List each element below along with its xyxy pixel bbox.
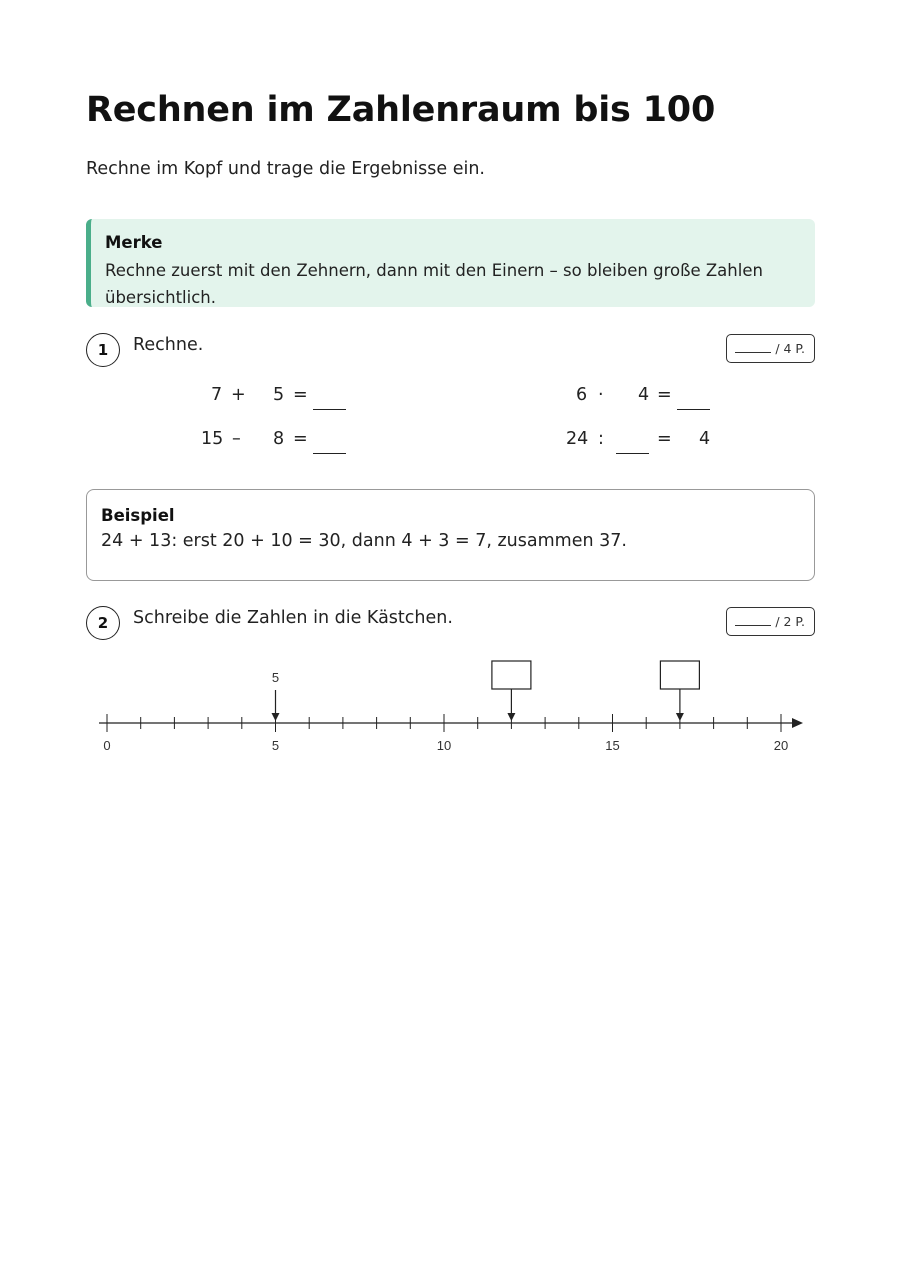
number-line-label: 15: [605, 738, 620, 753]
task-2-instruction: Schreibe die Zahlen in die Kästchen.: [133, 608, 453, 628]
eq-a-x: 7: [211, 385, 223, 405]
eq-d-eq: =: [657, 429, 672, 449]
eq-a-op: +: [231, 385, 246, 405]
eq-b-y: 8: [273, 429, 285, 449]
eq-c-eq: =: [657, 385, 672, 405]
task-1-points-box[interactable]: [726, 334, 815, 363]
task-1-instruction: Rechne.: [133, 335, 204, 355]
merke-text: Rechne zuerst mit den Zehnern, dann mit den Einern – so bleiben große Zahlen übersichtlich.: [105, 261, 763, 307]
number-line-box-arrowhead: [676, 713, 684, 721]
eq-c-answer-blank[interactable]: [677, 409, 710, 410]
beispiel-title: Beispiel: [101, 506, 175, 525]
beispiel-box: [86, 489, 815, 581]
number-line-label: 10: [436, 738, 452, 753]
eq-d-x: 24: [566, 429, 589, 449]
eq-a-answer-blank[interactable]: [313, 409, 346, 410]
number-line-box-arrowhead: [507, 713, 515, 721]
number-line: [0, 650, 900, 770]
merke-box: [86, 219, 815, 307]
number-line-answer-box[interactable]: [492, 661, 531, 689]
beispiel-text: 24 + 13: erst 20 + 10 = 30, dann 4 + 3 = 7, zusammen 37.: [101, 531, 627, 551]
eq-b-answer-blank[interactable]: [313, 453, 346, 454]
eq-b-op: –: [232, 429, 241, 449]
eq-a-y: 5: [273, 385, 285, 405]
eq-d-result: 4: [699, 429, 711, 449]
eq-b-x: 15: [201, 429, 224, 449]
number-line-label: 5: [271, 738, 280, 753]
eq-d-answer-blank[interactable]: [616, 453, 649, 454]
eq-c-op: ·: [598, 385, 604, 405]
eq-c-y: 4: [638, 385, 650, 405]
page-subtitle: Rechne im Kopf und trage die Ergebnisse ein.: [86, 159, 485, 179]
task-1-points: / 4 P.: [775, 341, 805, 356]
merke-title: Merke: [105, 233, 163, 252]
task-1-number: 1: [86, 333, 120, 367]
points-blank: [735, 344, 771, 353]
number-line-answer-box[interactable]: [660, 661, 699, 689]
number-line-arrowhead: [792, 718, 803, 728]
page-title: Rechnen im Zahlenraum bis 100: [86, 90, 716, 130]
eq-b-eq: =: [293, 429, 308, 449]
number-line-label: 0: [103, 738, 111, 753]
number-line-given-arrowhead: [272, 713, 280, 721]
number-line-label: 20: [773, 738, 789, 753]
eq-a-eq: =: [293, 385, 308, 405]
eq-d-op: :: [598, 429, 604, 449]
number-line-given-label: 5: [271, 670, 280, 685]
points-blank: [735, 617, 771, 626]
task-2-number: 2: [86, 606, 120, 640]
task-2-points: / 2 P.: [775, 614, 805, 629]
eq-c-x: 6: [576, 385, 588, 405]
task-2-points-box[interactable]: [726, 607, 815, 636]
